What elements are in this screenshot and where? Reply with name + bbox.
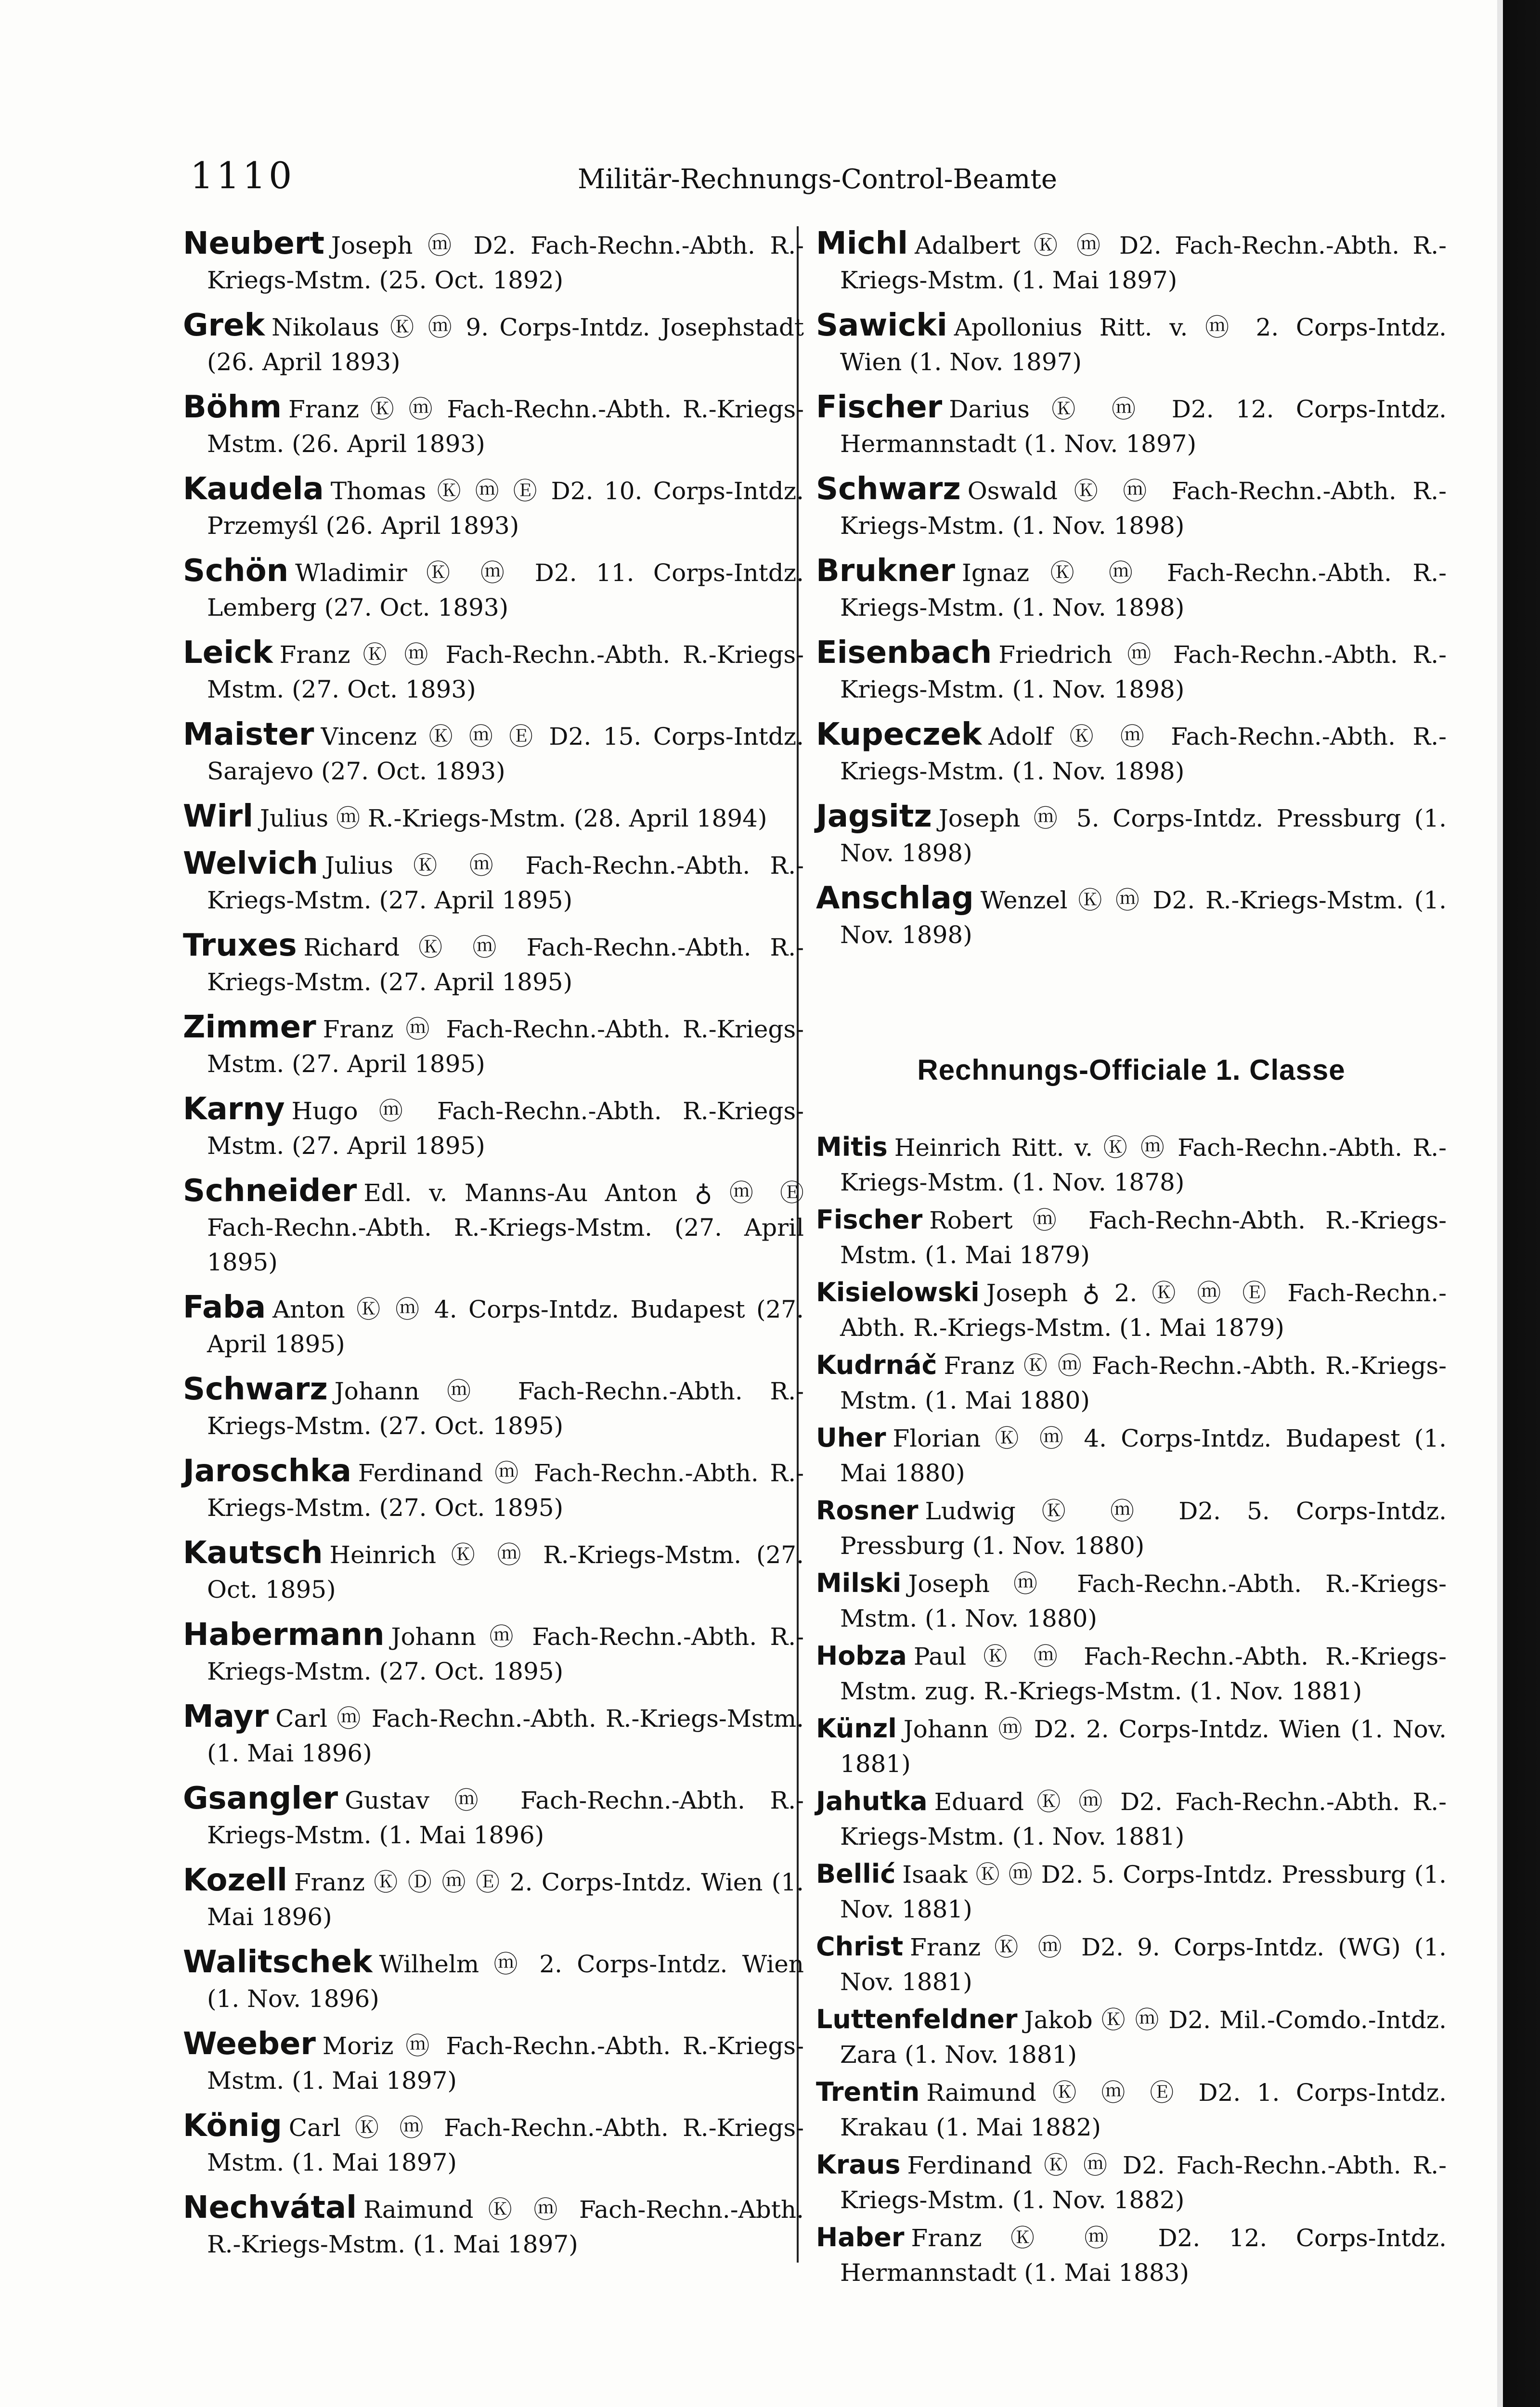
entry-details: Franz Ⓚ ⓜ Fach-Rechn.-Abth. R.-Kriegs-Mstm. (1. Mai 1880) — [840, 1352, 1447, 1414]
entry-details: Joseph ⓜ D2. Fach-Rechn.-Abth. R.-Kriegs-Mstm. (25. Oct. 1892) — [207, 232, 804, 294]
entry-surname: Welvich — [183, 846, 318, 881]
right-column — [816, 226, 1447, 2293]
directory-entry — [183, 554, 804, 625]
page-header-title: Militär-Rechnungs-Control-Beamte — [578, 164, 1057, 195]
entry-details: Ignaz Ⓚ ⓜ Fach-Rechn.-Abth. R.-Kriegs-Mstm. (1. Nov. 1898) — [840, 559, 1447, 621]
entry-surname: Kozell — [183, 1863, 287, 1898]
entry-details: Wladimir Ⓚ ⓜ D2. 11. Corps-Intdz. Lemberg (27. Oct. 1893) — [207, 559, 804, 621]
section-heading: Rechnungs-Officiale 1. Classe — [917, 1054, 1346, 1086]
entry-surname: Rosner — [816, 1495, 919, 1526]
entry-surname: Uher — [816, 1423, 886, 1453]
directory-entry — [183, 1945, 804, 2016]
entry-details: Friedrich ⓜ Fach-Rechn.-Abth. R.-Kriegs-Mstm. (1. Nov. 1898) — [840, 641, 1447, 703]
entry-surname: Neubert — [183, 226, 324, 261]
entry-surname: Brukner — [816, 553, 955, 589]
directory-entry — [816, 472, 1447, 543]
entry-surname: Schwarz — [183, 1372, 328, 1407]
entry-details: Darius Ⓚ ⓜ D2. 12. Corps-Intdz. Hermannstadt (1. Nov. 1897) — [840, 395, 1447, 458]
entry-details: Carl ⓜ Fach-Rechn.-Abth. R.-Kriegs-Mstm. (1. Mai 1896) — [207, 1705, 804, 1767]
directory-entry — [816, 390, 1447, 461]
directory-entry — [183, 472, 804, 543]
directory-entry — [183, 308, 804, 379]
directory-entry — [816, 1857, 1447, 1927]
entry-details: Vincenz Ⓚ ⓜ Ⓔ D2. 15. Corps-Intdz. Sarajevo (27. Oct. 1893) — [207, 723, 804, 785]
entry-details: Julius Ⓚ ⓜ Fach-Rechn.-Abth. R.-Kriegs-Mstm. (27. April 1895) — [207, 852, 804, 914]
entry-surname: Truxes — [183, 928, 297, 963]
directory-entry — [183, 2190, 804, 2262]
entry-details: Franz Ⓚ ⓜ D2. 12. Corps-Intdz. Hermannstadt (1. Mai 1883) — [840, 2224, 1447, 2287]
entry-surname: Kudrnáč — [816, 1350, 937, 1380]
entry-surname: Schneider — [183, 1173, 357, 1209]
entry-details: Ludwig Ⓚ ⓜ D2. 5. Corps-Intdz. Pressburg (1. Nov. 1880) — [840, 1497, 1447, 1560]
entry-surname: Eisenbach — [816, 635, 992, 671]
entry-surname: König — [183, 2108, 282, 2144]
entry-surname: Maister — [183, 717, 314, 752]
entry-details: Joseph ⓜ 5. Corps-Intdz. Pressburg (1. Nov. 1898) — [840, 804, 1447, 867]
directory-entry — [816, 1493, 1447, 1563]
directory-entry — [816, 1929, 1447, 1999]
directory-entry — [816, 308, 1447, 379]
right-column-bottom-list — [816, 1130, 1447, 2290]
entry-details: Adolf Ⓚ ⓜ Fach-Rechn.-Abth. R.-Kriegs-Mstm. (1. Nov. 1898) — [840, 723, 1447, 785]
entry-surname: Bellić — [816, 1859, 896, 1889]
entry-surname: Weeber — [183, 2026, 316, 2062]
directory-entry — [183, 1781, 804, 1852]
entry-surname: Haber — [816, 2222, 905, 2252]
entry-surname: Jagsitz — [816, 799, 932, 834]
entry-surname: Böhm — [183, 389, 282, 425]
entry-details: Julius ⓜ R.-Kriegs-Mstm. (28. April 1894) — [260, 804, 767, 832]
entry-details: Robert ⓜ Fach-Rechn-Abth. R.-Kriegs-Mstm. (1. Mai 1879) — [840, 1206, 1447, 1269]
directory-entry — [183, 1863, 804, 1934]
entry-details: Isaak Ⓚ ⓜ D2. 5. Corps-Intdz. Pressburg (1. Nov. 1881) — [840, 1861, 1447, 1923]
directory-entry — [183, 1174, 804, 1280]
entry-details: Anton Ⓚ ⓜ 4. Corps-Intdz. Budapest (27. April 1895) — [207, 1295, 804, 1358]
directory-entry — [183, 1618, 804, 1689]
entry-details: Johann ⓜ Fach-Rechn.-Abth. R.-Kriegs-Mstm. (27. Oct. 1895) — [207, 1377, 804, 1440]
directory-entry — [183, 1010, 804, 1081]
entry-details: Moriz ⓜ Fach-Rechn.-Abth. R.-Kriegs-Mstm. (1. Mai 1897) — [207, 2032, 804, 2095]
entry-surname: Michl — [816, 226, 908, 261]
entry-details: Franz Ⓚ ⓜ D2. 9. Corps-Intdz. (WG) (1. Nov. 1881) — [840, 1933, 1447, 1996]
entry-details: Heinrich Ritt. v. Ⓚ ⓜ Fach-Rechn.-Abth. R.-Kriegs-Mstm. (1. Nov. 1878) — [840, 1134, 1447, 1196]
directory-entry — [816, 717, 1447, 789]
entry-details: Hugo ⓜ Fach-Rechn.-Abth. R.-Kriegs-Mstm. (27. April 1895) — [207, 1097, 804, 1160]
directory-entry — [816, 554, 1447, 625]
entry-surname: Jaroschka — [183, 1453, 351, 1489]
entry-surname: Habermann — [183, 1617, 385, 1653]
entry-details: Joseph ⓜ Fach-Rechn.-Abth. R.-Kriegs-Mstm. (1. Nov. 1880) — [840, 1570, 1447, 1632]
directory-entry — [183, 1290, 804, 1361]
entry-surname: Kautsch — [183, 1535, 323, 1571]
directory-entry — [816, 2148, 1447, 2217]
entry-details: Edl. v. Manns-Au Anton ♁ ⓜ Ⓔ Fach-Rechn.-Abth. R.-Kriegs-Mstm. (27. April 1895) — [207, 1179, 804, 1276]
entry-surname: Karny — [183, 1091, 285, 1127]
directory-entry — [183, 1536, 804, 1607]
directory-entry — [816, 799, 1447, 870]
entry-surname: Anschlag — [816, 880, 974, 916]
entry-surname: Fischer — [816, 1204, 923, 1235]
entry-details: Nikolaus Ⓚ ⓜ 9. Corps-Intdz. Josephstadt (26. April 1893) — [207, 313, 804, 376]
left-column — [183, 226, 804, 2272]
entry-surname: Zimmer — [183, 1009, 316, 1045]
entry-details: Heinrich Ⓚ ⓜ R.-Kriegs-Mstm. (27. Oct. 1895) — [207, 1541, 804, 1604]
entry-details: Florian Ⓚ ⓜ 4. Corps-Intdz. Budapest (1. Mai 1880) — [840, 1424, 1447, 1487]
entry-details: Jakob Ⓚ ⓜ D2. Mil.-Comdo.-Intdz. Zara (1. Nov. 1881) — [840, 2006, 1447, 2069]
directory-entry — [816, 1130, 1447, 1200]
directory-entry — [183, 2027, 804, 2098]
directory-entry — [816, 2075, 1447, 2145]
entry-surname: Gsangler — [183, 1781, 338, 1816]
entry-details: Franz Ⓚ Ⓓ ⓜ Ⓔ 2. Corps-Intdz. Wien (1. Mai 1896) — [207, 1868, 804, 1931]
directory-entry — [183, 1699, 804, 1771]
directory-entry — [183, 635, 804, 707]
entry-surname: Christ — [816, 1931, 904, 1962]
directory-entry — [816, 881, 1447, 952]
directory-entry — [183, 928, 804, 999]
entry-details: Paul Ⓚ ⓜ Fach-Rechn.-Abth. R.-Kriegs-Mstm. zug. R.-Kriegs-Mstm. (1. Nov. 1881) — [840, 1643, 1447, 1705]
entry-details: Carl Ⓚ ⓜ Fach-Rechn.-Abth. R.-Kriegs-Mstm. (1. Mai 1897) — [207, 2114, 804, 2176]
page-number: 1110 — [190, 154, 295, 197]
directory-entry — [816, 1566, 1447, 1636]
directory-entry — [183, 1092, 804, 1163]
directory-entry — [183, 2109, 804, 2180]
directory-entry — [183, 799, 804, 836]
entry-surname: Künzl — [816, 1713, 897, 1744]
entry-surname: Sawicki — [816, 308, 947, 343]
directory-entry — [183, 846, 804, 918]
entry-details: Thomas Ⓚ ⓜ Ⓔ D2. 10. Corps-Intdz. Przemyśl (26. April 1893) — [207, 477, 804, 540]
entry-surname: Fischer — [816, 389, 943, 425]
entry-details: Wilhelm ⓜ 2. Corps-Intdz. Wien (1. Nov. 1896) — [207, 1950, 804, 2013]
entry-surname: Hobza — [816, 1641, 907, 1671]
right-column-top-list — [816, 226, 1447, 952]
entry-details: Gustav ⓜ Fach-Rechn.-Abth. R.-Kriegs-Mstm. (1. Mai 1896) — [207, 1786, 804, 1849]
entry-details: Franz Ⓚ ⓜ Fach-Rechn.-Abth. R.-Kriegs-Mstm. (27. Oct. 1893) — [207, 641, 804, 703]
directory-entry — [816, 1784, 1447, 1854]
entry-details: Franz Ⓚ ⓜ Fach-Rechn.-Abth. R.-Kriegs-Mstm. (26. April 1893) — [207, 395, 804, 458]
entry-details: Richard Ⓚ ⓜ Fach-Rechn.-Abth. R.-Kriegs-Mstm. (27. April 1895) — [207, 933, 804, 996]
entry-details: Ferdinand ⓜ Fach-Rechn.-Abth. R.-Kriegs-Mstm. (27. Oct. 1895) — [207, 1459, 804, 1522]
directory-entry — [816, 1639, 1447, 1708]
entry-surname: Schön — [183, 553, 289, 589]
directory-entry — [183, 1372, 804, 1443]
entry-details: Wenzel Ⓚ ⓜ D2. R.-Kriegs-Mstm. (1. Nov. 1898) — [840, 886, 1447, 949]
entry-surname: Kisielowski — [816, 1277, 980, 1307]
entry-details: Oswald Ⓚ ⓜ Fach-Rechn.-Abth. R.-Kriegs-Mstm. (1. Nov. 1898) — [840, 477, 1447, 540]
entry-surname: Kupeczek — [816, 717, 982, 752]
entry-details: Eduard Ⓚ ⓜ D2. Fach-Rechn.-Abth. R.-Kriegs-Mstm. (1. Nov. 1881) — [840, 1788, 1447, 1851]
directory-entry — [816, 1711, 1447, 1781]
entry-details: Apollonius Ritt. v. ⓜ 2. Corps-Intdz. Wien (1. Nov. 1897) — [840, 313, 1447, 376]
entry-surname: Kraus — [816, 2149, 901, 2180]
directory-entry — [816, 226, 1447, 298]
entry-surname: Schwarz — [816, 471, 961, 507]
entry-surname: Mitis — [816, 1132, 888, 1162]
directory-entry — [183, 226, 804, 298]
entry-details: Adalbert Ⓚ ⓜ D2. Fach-Rechn.-Abth. R.-Kriegs-Mstm. (1. Mai 1897) — [840, 232, 1447, 294]
directory-entry — [816, 1348, 1447, 1418]
entry-surname: Luttenfeldner — [816, 2004, 1018, 2034]
entry-surname: Kaudela — [183, 471, 324, 507]
entry-surname: Grek — [183, 308, 265, 343]
entry-details: Raimund Ⓚ ⓜ Fach-Rechn.-Abth. R.-Kriegs-Mstm. (1. Mai 1897) — [207, 2196, 804, 2258]
directory-entry — [816, 1421, 1447, 1490]
entry-surname: Leick — [183, 635, 273, 671]
entry-surname: Wirl — [183, 799, 254, 834]
entry-details: Ferdinand Ⓚ ⓜ D2. Fach-Rechn.-Abth. R.-Kriegs-Mstm. (1. Nov. 1882) — [840, 2151, 1447, 2214]
directory-entry — [183, 1454, 804, 1525]
directory-entry — [816, 2002, 1447, 2072]
entry-surname: Trentin — [816, 2077, 920, 2107]
directory-entry — [183, 717, 804, 789]
directory-entry — [816, 1203, 1447, 1272]
entry-details: Raimund Ⓚ ⓜ Ⓔ D2. 1. Corps-Intdz. Krakau (1. Mai 1882) — [840, 2079, 1447, 2141]
directory-entry — [816, 2220, 1447, 2290]
entry-details: Johann ⓜ D2. 2. Corps-Intdz. Wien (1. Nov. 1881) — [840, 1715, 1447, 1778]
entry-surname: Nechvátal — [183, 2190, 357, 2226]
directory-entry — [816, 635, 1447, 707]
page-edge-shadow — [1497, 0, 1540, 2407]
directory-entry — [183, 390, 804, 461]
entry-surname: Mayr — [183, 1699, 269, 1734]
entry-details: Johann ⓜ Fach-Rechn.-Abth. R.-Kriegs-Mstm. (27. Oct. 1895) — [207, 1623, 804, 1685]
entry-surname: Walitschek — [183, 1944, 373, 1980]
directory-entry — [816, 1275, 1447, 1345]
entry-details: Franz ⓜ Fach-Rechn.-Abth. R.-Kriegs-Mstm. (27. April 1895) — [207, 1015, 804, 1078]
entry-surname: Jahutka — [816, 1786, 928, 1816]
entry-details: Joseph ♁ 2. Ⓚ ⓜ Ⓔ Fach-Rechn.-Abth. R.-Kriegs-Mstm. (1. Mai 1879) — [840, 1279, 1447, 1342]
entry-surname: Faba — [183, 1290, 266, 1325]
entry-surname: Milski — [816, 1568, 902, 1598]
